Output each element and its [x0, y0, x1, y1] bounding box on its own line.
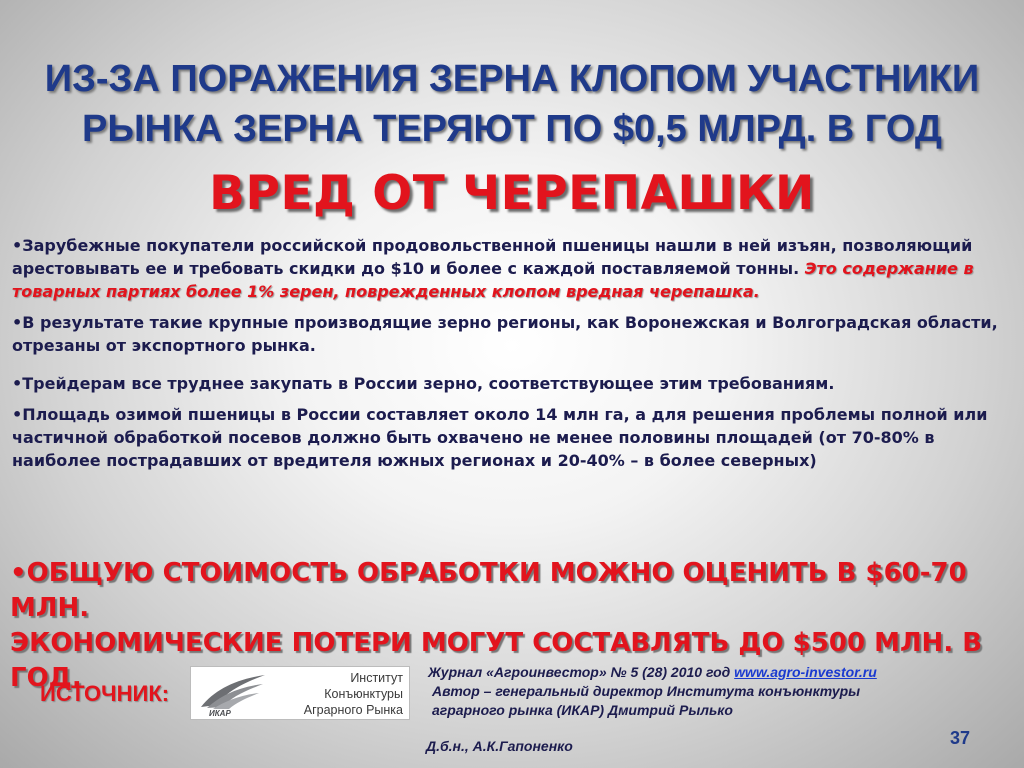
slide-title: [0, 54, 1024, 154]
source-citation: [428, 663, 988, 720]
conclusion-line-2: ЭКОНОМИЧЕСКИЕ ПОТЕРИ МОГУТ СОСТАВЛЯТЬ ДО $500 МЛН. В ГОД.: [10, 628, 983, 693]
ikar-logo: [190, 666, 410, 720]
ikar-wing-icon: [197, 671, 269, 717]
author-line-2: аграрного рынка (ИКАР) Дмитрий Рылько: [432, 702, 733, 718]
ikar-logo-line-1: Институт: [350, 671, 403, 685]
slide-title-line-2: РЫНКА ЗЕРНА ТЕРЯЮТ ПО $0,5 МЛРД. В ГОД: [82, 108, 942, 150]
journal-name: Журнал «Агроинвестор» № 5 (28) 2010 год: [428, 664, 735, 680]
bullet-traders: •Трейдерам все труднее закупать в России зерно, соответствующее этим требованиям.: [12, 374, 835, 393]
author-line-1: Автор – генеральный директор Института конъюнктуры: [432, 683, 861, 699]
slide-subtitle: ВРЕД ОТ ЧЕРЕПАШКИ: [209, 166, 815, 221]
journal-link[interactable]: www.agro-investor.ru: [734, 664, 877, 680]
page-number: 37: [950, 728, 971, 748]
conclusion-line-1: •ОБЩУЮ СТОИМОСТЬ ОБРАБОТКИ МОЖНО ОЦЕНИТЬ В $60-70 МЛН.: [10, 558, 967, 623]
bullet-regions: •В результате такие крупные производящие зерно регионы, как Воронежская и Волгоградская области, отрезаны от экспортного рынка.: [12, 313, 998, 355]
presenter-name: Д.б.н., А.К.Гапоненко: [426, 738, 573, 754]
ikar-logo-line-2: Конъюнктуры: [324, 687, 403, 701]
ikar-logo-text: [304, 670, 403, 718]
source-label: ИСТОЧНИК:: [40, 681, 170, 706]
bullet-foreign-buyers-text: •Зарубежные покупатели российской продовольственной пшеницы нашли в ней изъян, позволяющий арестовывать ее и требовать скидки до $10 и более с каждой поставляемой тонны.: [12, 236, 973, 278]
ikar-abbr: ИКАР: [209, 709, 231, 717]
bullet-winter-wheat-area: •Площадь озимой пшеницы в России составляет около 14 млн га, а для решения проблемы полной или частичной обработкой посевов должно быть охвачено не менее половины площадей (от 70-80% в наиболее пострадавших от вредителя южных регионах и 20-40% – в более северных): [12, 405, 988, 470]
slide-title-line-1: ИЗ-ЗА ПОРАЖЕНИЯ ЗЕРНА КЛОПОМ УЧАСТНИКИ: [44, 58, 980, 100]
journal-line: [428, 663, 988, 682]
bullet-list: [12, 234, 1016, 472]
ikar-logo-line-3: Аграрного Рынка: [303, 703, 403, 717]
bullet-foreign-buyers-highlight: Это содержание в товарных партиях более 1% зерен, поврежденных клопом вредная черепашка.: [12, 259, 974, 301]
bullet-foreign-buyers: [12, 234, 1016, 303]
